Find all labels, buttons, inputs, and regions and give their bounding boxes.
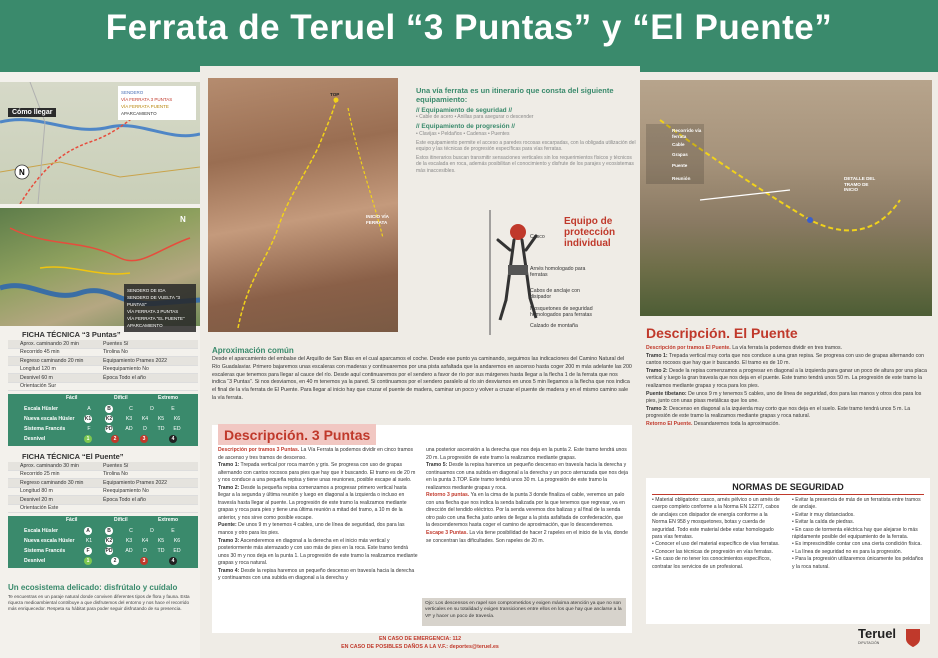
ficha-puente-table	[8, 462, 198, 513]
paragraph	[426, 447, 628, 462]
rule-item: • En caso de tormenta eléctrica hay que alejarse lo más rápidamente posible del equipamiento de la ferrata.	[792, 526, 918, 541]
legend-item: SENDERO	[121, 90, 144, 95]
rule-item: • En caso de no tener los conocimientos específicos, contratar los servicios de un profesional.	[652, 556, 772, 570]
grade-value: C	[129, 406, 133, 412]
para-lead: Puente:	[218, 522, 237, 529]
cell: Longitud 80 m	[20, 488, 53, 495]
cell: Época Todo el año	[103, 496, 146, 503]
svg-text:N: N	[19, 168, 25, 177]
table-row	[8, 462, 198, 471]
grade-head: Fácil	[66, 395, 78, 401]
grade-value: K6	[173, 538, 181, 544]
cell: Orientación Este	[20, 505, 59, 512]
paragraph	[426, 530, 628, 545]
cell: Tirolina No	[103, 349, 128, 356]
approach-title: Aproximación común	[212, 346, 294, 355]
grade-marker: A	[84, 527, 92, 535]
intro-block	[416, 86, 636, 174]
ppe-item: Mosquetones de seguridad homologados para ferratas	[530, 306, 593, 318]
rule-item: • Conocer el uso del material específico de vías ferratas.	[652, 541, 780, 548]
para-lead: Tramo 4:	[218, 567, 240, 574]
grade-marker: PD	[105, 426, 113, 432]
grade-head: Difícil	[114, 395, 128, 401]
grade-label: Sistema Francés	[24, 426, 66, 432]
desnivel-marker: 2	[111, 557, 119, 565]
cell: Desnivel 20 m	[20, 496, 53, 503]
brand-logo: Teruel	[858, 626, 897, 641]
rule-item: • La línea de seguridad no es para la progresión.	[792, 548, 902, 555]
para-text: Trepada vertical por roca marrón y gris. Se progresa con uso de grapas alternando con cantos rocosos para pies que hay que ir buscando. El tramo es de 20 m y nos conduce a una pequeña repisa y tiene unas reuniones, posible escape al suelo.	[218, 462, 416, 484]
safety-items: • Cable de acero • Anillas para asegurar o descender	[416, 114, 534, 121]
grade-value: D	[150, 528, 154, 534]
para-text: una posterior ascensión a la derecha que nos deja en la punta 2. Este tramo tendrá unos 20 m. La progresión de este tramo la realizamos mediante grapas.	[426, 447, 627, 461]
cell: Época Todo el año	[103, 374, 146, 381]
cell: Longitud 120 m	[20, 366, 56, 373]
paragraph	[218, 462, 418, 485]
para-lead: Tramo 3:	[646, 405, 668, 412]
intro-paragraph: Estos itinerarios buscan transmitir sensaciones verticales sin los requerimientos físicos y técnicos de la escalada en roca, además posibilitan el conocimiento y disfrute de los parajes y ecosistemas más inaccesibles.	[416, 155, 634, 174]
detail-label: DETALLE DEL TRAMO DE INICIO	[844, 176, 876, 192]
emergency-info	[300, 635, 540, 651]
para-lead: Tramo 1:	[646, 352, 668, 359]
para-text: De unos 9 m y tenemos 4 cables, uno de línea de seguridad, dos para las manos y otro para los pies.	[218, 522, 405, 537]
paragraph	[646, 345, 932, 353]
table-row	[8, 488, 198, 497]
legend-item: SENDERO DE IDA	[127, 288, 166, 293]
desnivel-marker: 1	[84, 435, 92, 443]
cell: Regreso caminando 20 min	[20, 357, 84, 364]
grade-marker: K2	[105, 538, 113, 544]
grade-value: K5	[157, 538, 165, 544]
grade-marker: K2	[105, 416, 113, 422]
table-row	[8, 349, 198, 358]
desnivel-marker: 3	[140, 557, 148, 565]
desnivel-marker: 4	[169, 557, 177, 565]
grade-label: Sistema Francés	[24, 548, 66, 554]
grade-value: K3	[125, 416, 133, 422]
rules-col1	[652, 497, 784, 571]
grade-label: Escala Hüsler	[24, 406, 59, 412]
table-row	[8, 496, 198, 505]
grade-head: Difícil	[114, 517, 128, 523]
progression-items: • Clavijas • Peldaños • Cadenas • Puentes	[416, 130, 510, 137]
route-legend-item: Cable	[672, 142, 685, 147]
paragraph	[646, 391, 932, 406]
paragraph	[218, 568, 418, 583]
desc-3puntas-col1	[218, 447, 418, 583]
grade-label: Nueva escala Hüsler	[24, 416, 75, 422]
grade-marker: F	[84, 547, 92, 555]
cell: Aprox. caminando 20 min	[20, 340, 79, 347]
desnivel-marker: 2	[111, 435, 119, 443]
para-lead: Puente tibetano:	[646, 390, 687, 397]
para-lead: Tramo 1:	[218, 462, 240, 469]
table-row	[8, 479, 198, 488]
safety-heading: // Equipamiento de seguridad //	[416, 107, 513, 114]
cell: Reequipamiento No	[103, 366, 149, 373]
grade-value: F	[87, 426, 91, 432]
grade-value: K4	[141, 538, 149, 544]
para-text: La Vía Ferrata la podemos dividir en cinco tramos de ascenso y tres tramos de descenso.	[218, 447, 414, 461]
top-label: TOP	[330, 92, 340, 97]
grade-value: AD	[125, 548, 133, 554]
paragraph	[646, 353, 932, 368]
legend-item: VÍA FERRATA PUENTE	[121, 104, 169, 109]
grade-value: AD	[125, 426, 133, 432]
grade-label: Desnivel	[24, 558, 46, 564]
cell: Reequipamiento No	[103, 488, 149, 495]
paragraph	[646, 368, 932, 391]
table-row	[8, 471, 198, 480]
legend-item: APARCAMIENTO	[121, 111, 157, 116]
grade-chart-puente	[8, 516, 198, 568]
grade-marker: B	[105, 527, 113, 535]
para-text: De unos 9 m y tenemos 5 cables, uno de línea de seguridad, dos para las manos y otros dos para los pies, junto con unas pisas metálicas que los une.	[646, 390, 922, 405]
table-row	[8, 505, 198, 514]
grade-value: K4	[141, 416, 149, 422]
route-legend-item: Puente	[672, 163, 688, 168]
legend-item: APARCAMIENTO	[127, 323, 163, 328]
grade-value: C	[129, 528, 133, 534]
para-lead: Descripción por tramos 3 Puntas.	[218, 447, 300, 453]
paragraph	[426, 492, 628, 530]
grade-value: ED	[173, 548, 181, 554]
table-row	[8, 340, 198, 349]
ppe-item: Cabos de anclaje con disipador	[530, 288, 580, 300]
rule-item: • Conocer las técnicas de progresión en vías ferratas.	[652, 548, 773, 555]
grade-label: Desnivel	[24, 436, 46, 442]
cell: Recorrido 45 min	[20, 349, 60, 356]
para-text: Desde la repisa haremos un pequeño descenso en travesía hacia la derecha y continuamos con una subida en diagonal a la derecha y un poco aterrazada que nos deja en la punta 3.TOP. Este tramo tendrá unos 30 m. La progresión de este tramo la realizamos mediante grapas y roca.	[426, 462, 628, 491]
grade-value: D	[143, 426, 147, 432]
cell: Puentes Sí	[103, 462, 129, 469]
desnivel-marker: 1	[84, 557, 92, 565]
table-row	[8, 366, 198, 375]
ecosystem-text: Te encuentras en un paraje natural donde conviven diferentes tipos de flora y fauna. Esta riqueza medioambiental contribuye a que disfrutemos del entorno y nos hace el recorrido más enriquecedor. Respeta su hábitat para poder seguir disfrutando de su presencia.	[8, 594, 190, 611]
ficha-3puntas-table	[8, 340, 198, 391]
route-legend-item: Grapas	[672, 152, 688, 157]
legend-item: SENDERO DE VUELTA "3 PUNTAS"	[127, 295, 180, 307]
warning-box: Ojo: Los descensos en rapel son comprometidos y exigen máxima atención ya que no son verticales en su totalidad y exigen transiciones entre ellos en los que hay que anclarse a la VF y hacer un poco de travesía.	[422, 598, 626, 626]
grade-label: Nueva escala Hüsler	[24, 538, 75, 544]
legend-item: VÍA FERRATA 3 PUNTAS	[127, 309, 179, 314]
table-row	[8, 383, 198, 392]
cell: Desnivel 60 m	[20, 374, 53, 381]
approach-text: Desde el aparcamiento del embalse del Arquillo de San Blas en el cual aparcamos el coche. Desde ese punto ya caminando, seguimos las indicaciones del Camino Natural del Río Guadalaviar. Primero bajaremos unas escaleras con maderas y continuaremos por una pista asfaltada que la andaremos en ascenso hasta coger 200 m más adelante las 200 escaleras que tenemos para llegar al cauce del río. Desde aquí continuaremos por el sendero a favor de río por sus márgenes hasta llegar a la flecha 1 de la ferrata que nos indica “3 Puntas”. Si nos desviamos, en 40 m tenemos ya la pared. Si continuamos por el sendero paralelo al río sin desviarnos en unos 5 min llegamos a la flecha que nos indica el final de la vía ferrata de El Puente. Para llegar al inicio hay que cruzar el puente de madera, caminar un poco y volver a cruzar el puente de madera y en el mismo camino sale la vía ferrata.	[212, 356, 632, 401]
para-lead: Tramo 2:	[646, 367, 668, 374]
grade-value: TD	[157, 548, 165, 554]
desc-3puntas-title: Descripción. 3 Puntas	[218, 424, 376, 445]
desc-puente-title: Descripción. El Puente	[646, 325, 798, 341]
para-lead: Retorno El Puente.	[646, 420, 693, 427]
grade-value: ED	[173, 426, 181, 432]
route-legend-item: Recorrido vía ferrata	[672, 128, 702, 139]
rule-item: • Evitar la presencia de más de un ferratista entre tramos de anclaje.	[792, 497, 921, 511]
teal-strip-right	[640, 66, 938, 72]
ppe-item: Casco	[530, 234, 545, 240]
paragraph	[218, 538, 418, 568]
route-legend-item: Reunión	[672, 176, 691, 181]
desnivel-marker: 4	[169, 435, 177, 443]
paragraph	[646, 406, 932, 421]
para-lead: Descripción por tramos El Puente.	[646, 345, 731, 351]
legend-item: VÍA FERRATA "EL PUENTE"	[127, 316, 185, 321]
table-row	[8, 357, 198, 366]
header-banner	[0, 0, 938, 66]
para-text: La vía tiene posibilidad de hacer 2 rapeles en el inicio de la vía, donde se concentran las dificultades. Son rapeles de 20 m.	[426, 530, 628, 544]
grade-value: D	[143, 548, 147, 554]
ppe-item: Calzado de montaña	[530, 323, 578, 329]
rule-item: • Es imprescindible contar con una cierta condición física.	[792, 541, 922, 548]
cliff-photo-puente	[640, 80, 932, 316]
cell: Equipamiento Prames 2022	[103, 479, 168, 486]
cell: Orientación Sur	[20, 383, 57, 390]
para-text: La vía ferrata la podemos dividir en tres tramos.	[730, 345, 843, 351]
ppe-title: Equipo de protección individual	[564, 216, 616, 249]
cell: Regreso caminando 30 min	[20, 479, 84, 486]
ecosystem-note	[8, 583, 196, 612]
cliff-photo-3puntas	[208, 78, 398, 332]
safety-rules	[646, 478, 930, 624]
map-legend	[118, 86, 196, 120]
rules-col2	[792, 497, 924, 571]
table-row	[8, 374, 198, 383]
rule-item: • Para la progresión utilizaremos únicamente los peldaños y la roca natural.	[792, 556, 924, 570]
grade-value: D	[150, 406, 154, 412]
grade-value: A	[87, 406, 91, 412]
desc-puente-text	[646, 345, 932, 429]
para-lead: Tramo 5:	[426, 462, 448, 469]
intro-heading: Una vía ferrata es un itinerario que consta del siguiente equipamiento:	[416, 86, 614, 104]
route-overlay-puente	[640, 80, 932, 316]
desc-3puntas-col2	[426, 447, 628, 545]
para-text: Desde la repisa haremos un pequeño descenso en travesía hacia la derecha y continuamos con una subida en diagonal a la derecha y	[218, 567, 415, 582]
start-label: INICIO VÍA FERRATA	[366, 214, 389, 225]
grade-value: K6	[173, 416, 181, 422]
ppe-item: Arnés homologado para ferratas	[530, 266, 586, 278]
grade-head: Extremo	[158, 395, 179, 401]
rule-item: • Evitar la caída de piedras.	[792, 519, 855, 526]
divider	[652, 494, 924, 495]
paragraph	[218, 447, 418, 462]
satellite-legend	[124, 284, 196, 332]
cell: Aprox. caminando 30 min	[20, 462, 79, 469]
para-text: Desde la repisa comenzamos a progresar en diagonal a la izquierda para ganar un poco de altura por una placa vertical y luego la gran travesía que nos deja en el puente. Este tramo tendrá unos 50 m. La progresión de este tramo la realizamos mediante grapas y roca para los pies.	[646, 367, 927, 389]
desnivel-marker: 3	[140, 435, 148, 443]
grade-value: TD	[157, 426, 165, 432]
page-title: Ferrata de Teruel “3 Puntas” y “El Puente”	[105, 8, 833, 47]
damage-contact: EN CASO DE POSIBLES DAÑOS A LA V.F.: deportes@teruel.es	[341, 644, 499, 650]
para-text: Ya en la cima de la punta 3 donde finaliza el cable, veremos un palo con una flecha que nos indica la senda balizada por la que tenemos que regresar, va en dirección del tendido eléctrico. Por la senda veremos dos balizas y al final de la senda otro palo con una flecha justo antes de llegar a la pista asfaltada de confederación, que la descenderemos hasta coger el camino de aproximación, que lo descenderemos.	[426, 492, 625, 529]
safety-rules-title: NORMAS DE SEGURIDAD	[732, 482, 844, 492]
paragraph	[218, 522, 418, 537]
map-title: Cómo llegar	[8, 108, 56, 117]
grade-chart-3puntas	[8, 394, 198, 446]
grade-value: K3	[125, 538, 133, 544]
paragraph	[646, 421, 932, 429]
progression-heading: // Equipamiento de progresión //	[416, 123, 515, 131]
para-text: Descenso en diagonal a la izquierda muy corto que nos deja en el suelo. Este tramo tendrá unos 5 m. La progresión de este tramo la realizamos mediante grapas y roca natural.	[646, 405, 911, 420]
ficha-puente-title: FICHA TÉCNICA “El Puente”	[22, 452, 124, 461]
para-text: Desde la pequeña repisa comenzamos a progresar primero vertical hasta llegar a la segunda y última reunión y luego en diagonal a la izquierda o incluso en travesía hasta llegar al puente. La progresión de este tramo la realizamos mediante grapas y roca para pies y tiene una última reunión a mitad del tramo, a 10 m de la anterior, y nos sirve como posible escape.	[218, 484, 407, 521]
grade-value: E	[171, 528, 175, 534]
ecosystem-title: Un ecosistema delicado: disfrútalo y cuídalo	[8, 583, 178, 592]
cell: Recorrido 25 min	[20, 471, 60, 478]
grade-marker: K1	[84, 416, 92, 422]
cell: Equipamiento Prames 2022	[103, 357, 168, 364]
legend-item: VÍA FERRATA 3 PUNTAS	[121, 97, 173, 102]
para-lead: Retorno 3 puntas.	[426, 492, 470, 499]
route-overlay	[208, 78, 398, 332]
cell: Tirolina No	[103, 471, 128, 478]
grade-label: Escala Hüsler	[24, 528, 59, 534]
paragraph	[218, 485, 418, 523]
grade-marker: B	[105, 405, 113, 413]
para-text: Desandaremos toda la aproximación.	[692, 420, 780, 427]
grade-head: Extremo	[158, 517, 179, 523]
grade-value: K1	[85, 538, 93, 544]
grade-marker: PD	[105, 548, 113, 554]
ficha-3puntas-title: FICHA TÉCNICA “3 Puntas”	[22, 330, 121, 339]
grade-value: E	[171, 406, 175, 412]
svg-text:N: N	[180, 215, 186, 224]
para-lead: Tramo 3:	[218, 537, 240, 544]
para-lead: Escape 3 Puntas.	[426, 530, 468, 537]
intro-paragraph: Este equipamiento permite el acceso a paredes rocosas escarpadas, con la obligada utilización del equipo y las técnicas de progresión específicas para vías ferratas.	[416, 139, 636, 153]
para-text: Ascenderemos en diagonal a la derecha en el inicio más vertical y posteriormente más aterrazado y con uso más de pies en la roca. Este tramo tendrá unos 30 m y nos deja en la punta 1. La progresión de este tramo la realizamos mediante grapas y roca natural.	[218, 537, 418, 567]
rule-item: • Evitar ir muy distanciados.	[792, 511, 855, 518]
paragraph	[426, 462, 628, 492]
cell: Puentes Sí	[103, 340, 129, 347]
rule-item: • Material obligatorio: casco, arnés pélvico o un arnés de cuerpo completo conforme a la Norma EN 12277, cabos de anclajes con disipador de energía conforme a la Norma EN 958 y mosquetones, botas y cuerda de seguridad. Todo este material debe estar homologado para vías ferratas.	[652, 497, 780, 541]
shield-icon	[905, 628, 921, 648]
para-text: Trepada vertical muy corta que nos conduce a una gran repisa. Se progresa con uso de grapas alternando con cantos rocosos que hay que ir buscando. El tramo es de 10 m.	[646, 352, 924, 367]
para-lead: Tramo 2:	[218, 484, 240, 491]
grade-head: Fácil	[66, 517, 78, 523]
brand-sub: DIPUTACIÓN	[858, 641, 880, 645]
emergency-phone: EN CASO DE EMERGENCIA: 112	[378, 636, 462, 642]
grade-value: K5	[157, 416, 165, 422]
